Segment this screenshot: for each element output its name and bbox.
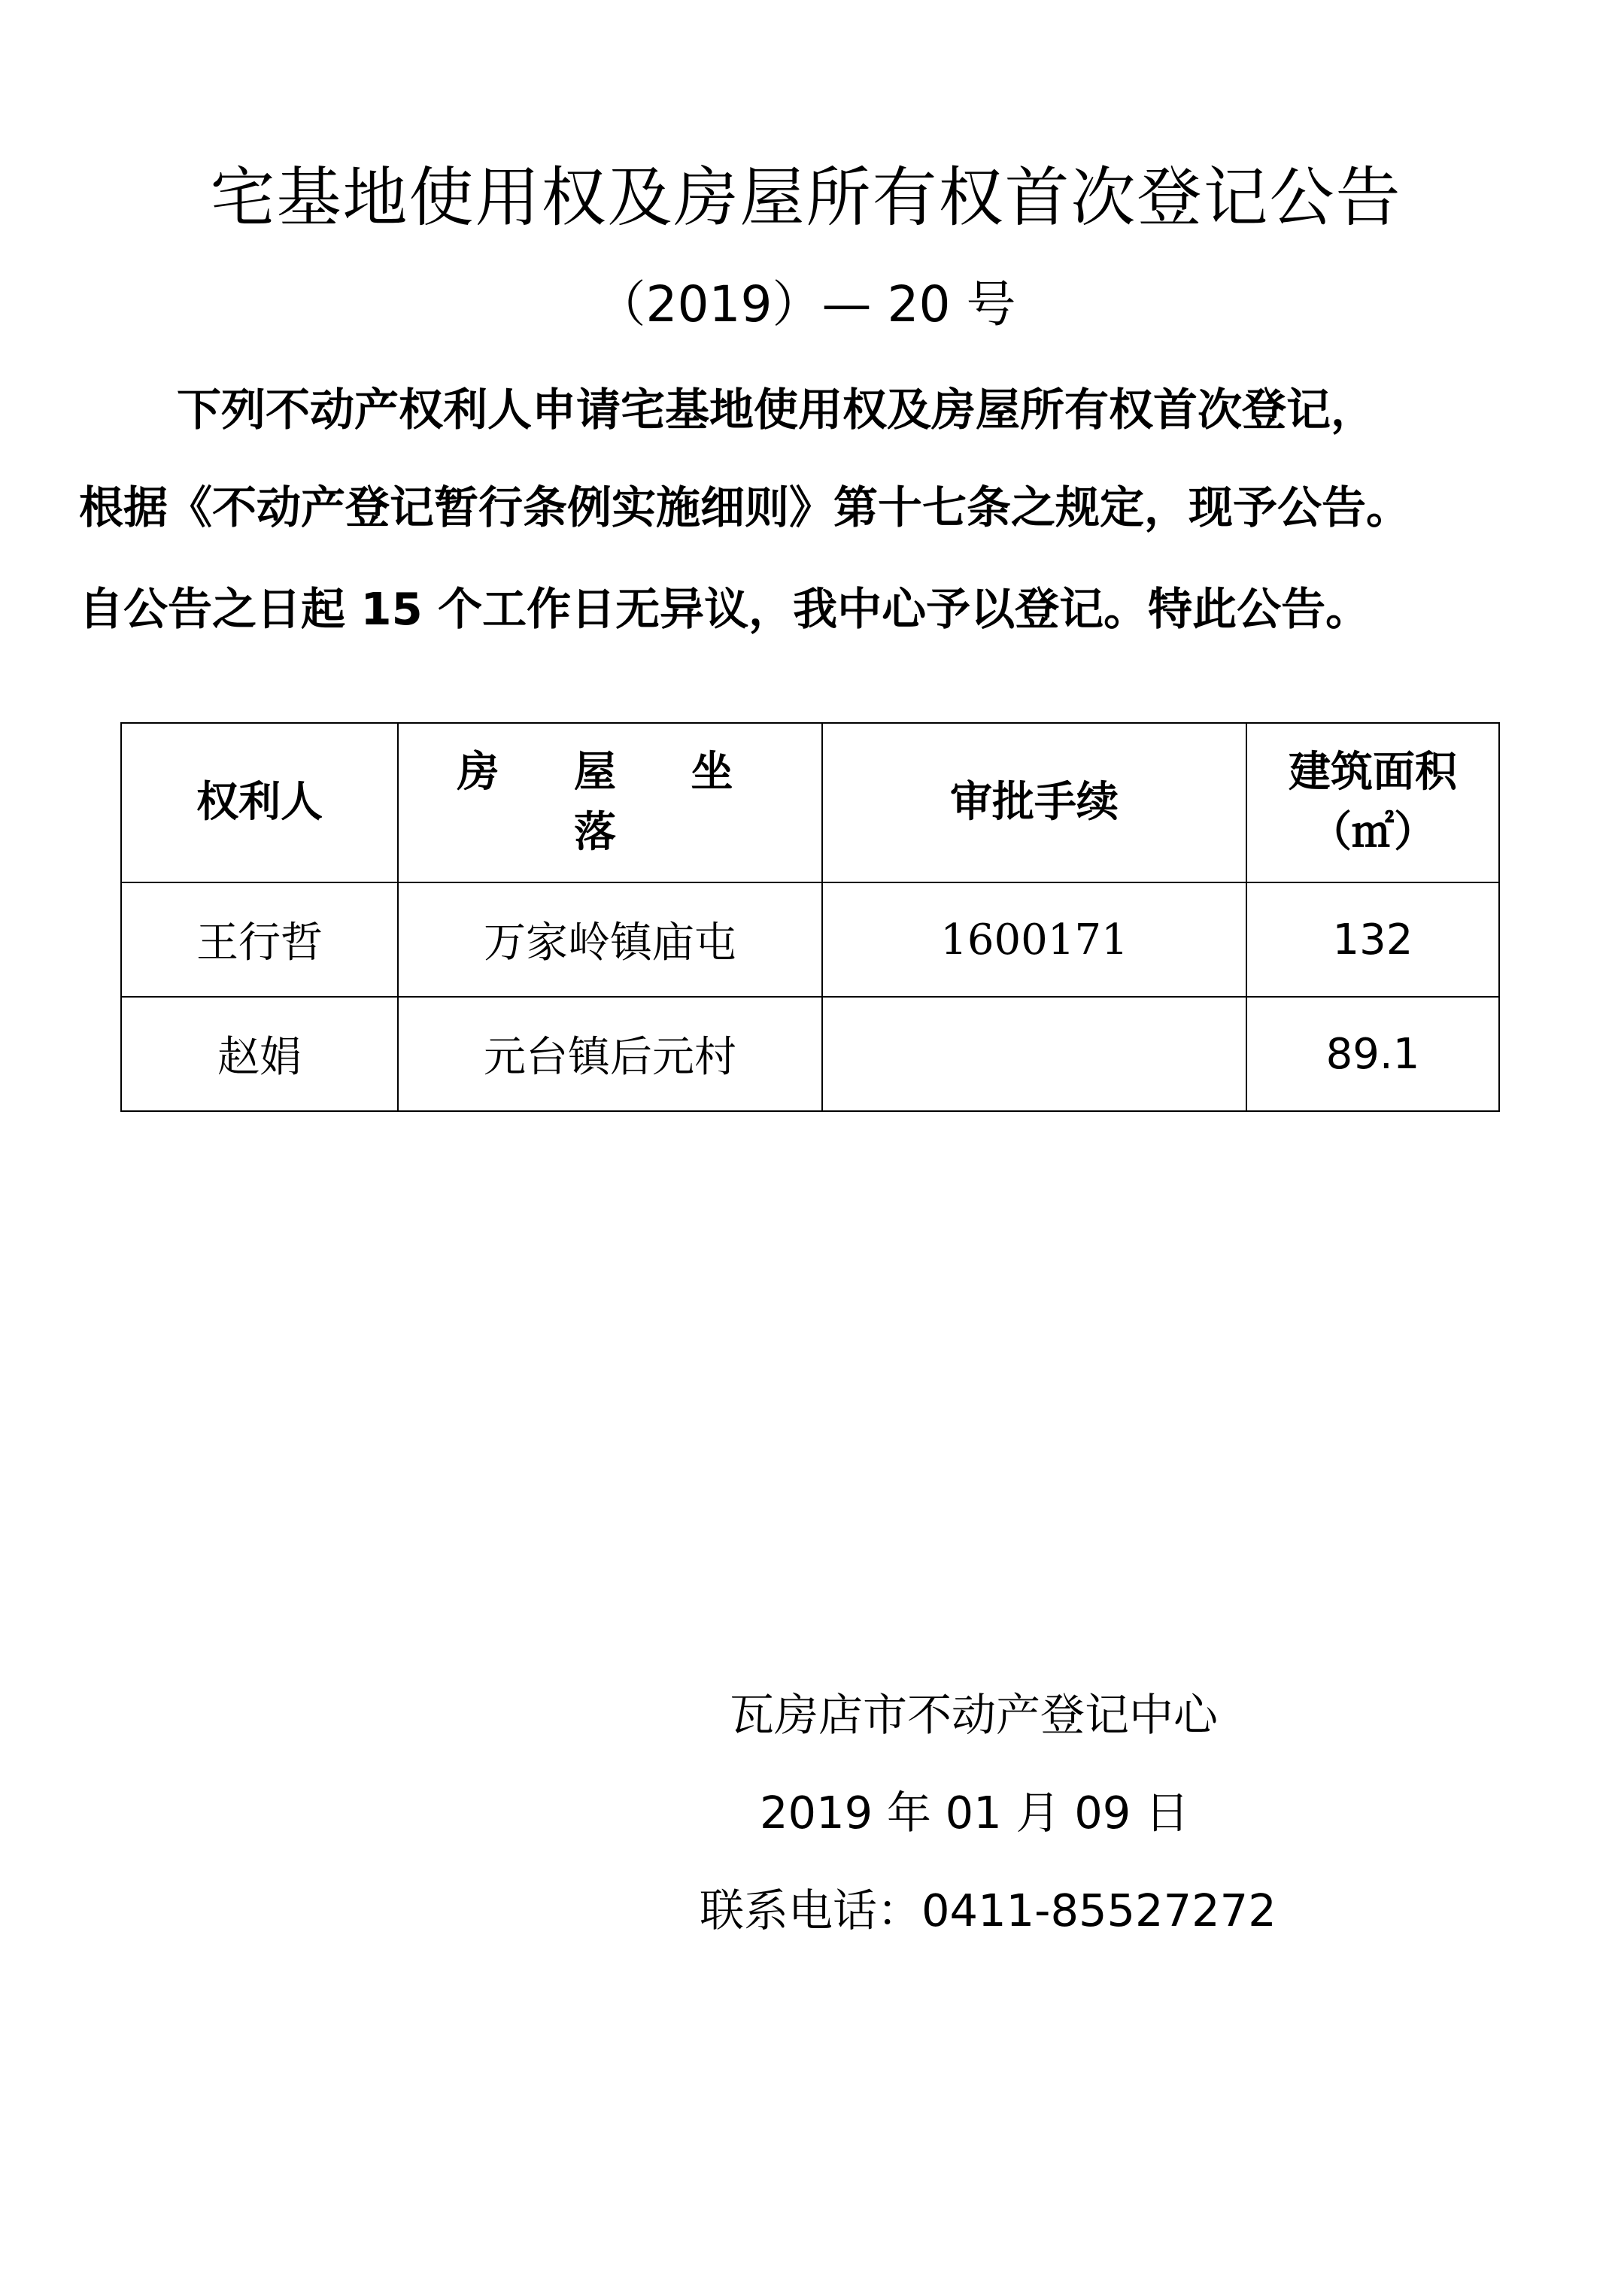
- cell-area: 132: [1246, 882, 1499, 997]
- issuer-name: 瓦房店市不动产登记中心: [730, 1689, 1219, 1741]
- header-area: [1246, 723, 1499, 882]
- header-approval: 审批手续: [822, 723, 1246, 882]
- registration-table: [120, 722, 1500, 1112]
- cell-area: 89.1: [1246, 997, 1499, 1111]
- body-paragraph-line-3: 自公告之日起 15 个工作日无异议，我中心予以登记。特此公告。: [79, 583, 1371, 635]
- table-row: [121, 997, 1499, 1111]
- contact-phone: 联系电话：0411-85527272: [700, 1884, 1277, 1936]
- header-owner: 权利人: [121, 723, 398, 882]
- header-location: 房 屋 坐 落: [398, 723, 822, 882]
- document-number: （2019）— 20 号: [596, 275, 1016, 333]
- cell-owner: 王行哲: [121, 882, 398, 997]
- issue-date: 2019 年 01 月 09 日: [760, 1787, 1190, 1839]
- cell-approval: 1600171: [822, 882, 1246, 997]
- header-area-unit: （㎡）: [1310, 808, 1436, 857]
- body-paragraph-line-2: 根据《不动产登记暂行条例实施细则》第十七条之规定，现予公告。: [79, 481, 1411, 533]
- table-header-row: [121, 723, 1499, 882]
- notice-title: 宅基地使用权及房屋所有权首次登记公告: [210, 160, 1402, 235]
- cell-owner: 赵娟: [121, 997, 398, 1111]
- cell-location: 元台镇后元村: [398, 997, 822, 1111]
- body-paragraph-line-1: 下列不动产权利人申请宅基地使用权及房屋所有权首次登记，: [177, 384, 1376, 436]
- cell-location: 万家岭镇庙屯: [398, 882, 822, 997]
- header-area-label: 建筑面积: [1289, 748, 1457, 797]
- cell-approval: [822, 997, 1246, 1111]
- table-row: [121, 882, 1499, 997]
